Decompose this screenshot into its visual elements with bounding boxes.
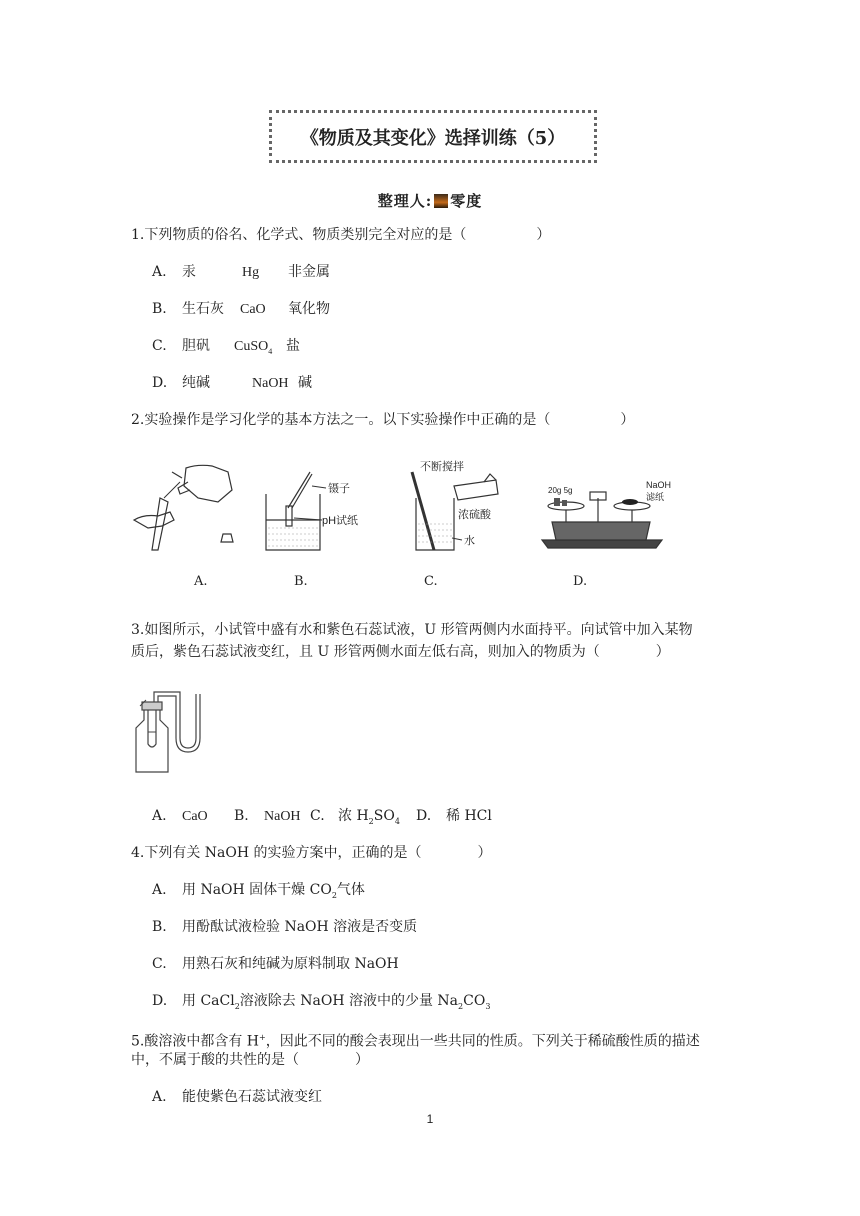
label-stirring: 不断搅拌 (420, 461, 464, 473)
figure-2-label-b: B. (294, 574, 308, 589)
question-3-options: A. CaO B. NaOH C. 浓 $H_2SO_4$ D. 稀 HCl (152, 808, 492, 826)
question-5-stem-line1: 5.酸溶液中都含有 H+，因此不同的酸会表现出一些共同的性质。下列关于稀硫酸性质的描述 (131, 1033, 700, 1050)
question-4-option-d: D. 用 CaCl$_2$溶液除去 NaOH 溶液中的少量 $Na_2CO_3$ (152, 993, 491, 1011)
label-filter-paper: 滤纸 (646, 492, 665, 502)
author-line (0, 190, 860, 211)
figure-2-label-d: D. (573, 574, 588, 589)
question-1-option-c: C. 胆矾 CuSO$_4$ 盐 (152, 338, 300, 356)
question-2-stem: 2.实验操作是学习化学的基本方法之一。以下实验操作中正确的是（ ） (131, 412, 635, 428)
page-number: 1 (426, 1112, 434, 1126)
question-4-option-a: A. 用 NaOH 固体干燥 $CO_2$气体 (152, 882, 365, 900)
label-weights: 20g 5g (548, 486, 573, 495)
author-name: 零度 (450, 192, 483, 210)
question-4-stem: 4.下列有关 NaOH 的实验方案中，正确的是（ ） (131, 845, 492, 861)
question-4-option-b: B. 用酚酞试液检验 NaOH 溶液是否变质 (152, 919, 418, 935)
question-1-stem: 1.下列物质的俗名、化学式、物质类别完全对应的是（ ） (131, 227, 551, 243)
figure-2d-balance (538, 478, 672, 552)
figure-2a-pouring (128, 458, 246, 554)
question-1-option-a: A. 汞 Hg 非金属 (152, 264, 330, 280)
question-3-stem-line1: 3.如图所示，小试管中盛有水和紫色石蕊试液，U 形管两侧内水面持平。向试管中加入某物 (131, 622, 693, 638)
question-1-option-b: B. 生石灰 CaO 氧化物 (152, 301, 330, 317)
figure-2-label-a: A. (194, 574, 208, 589)
question-5-stem-line2: 中，不属于酸的共性的是（ ） (131, 1052, 369, 1068)
author-prefix: 整理人: (377, 192, 433, 210)
figure-3-u-tube (132, 688, 212, 776)
label-tweezers: 镊子 (328, 483, 350, 495)
title-text: 《物质及其变化》选择训练（5） (300, 127, 566, 149)
figure-2c-dilution (406, 458, 512, 556)
label-naoh: NaOH (646, 480, 672, 490)
question-3-stem-line2: 质后，紫色石蕊试液变红，且 U 形管两侧水面左低右高，则加入的物质为（ ） (131, 644, 670, 660)
question-5-option-a: A. 能使紫色石蕊试液变红 (152, 1089, 322, 1105)
figure-2b-ph-paper (262, 468, 372, 554)
label-conc-acid: 浓硫酸 (458, 509, 491, 521)
question-4-option-c: C. 用熟石灰和纯碱为原料制取 NaOH (152, 956, 399, 972)
label-ph-paper: pH试纸 (322, 515, 359, 527)
figure-2-label-c: C. (424, 574, 438, 589)
question-1-option-d: D. 纯碱 NaOH 碱 (152, 375, 312, 391)
document-title (269, 110, 597, 163)
author-logo-icon (434, 194, 448, 208)
label-water: 水 (464, 535, 475, 547)
